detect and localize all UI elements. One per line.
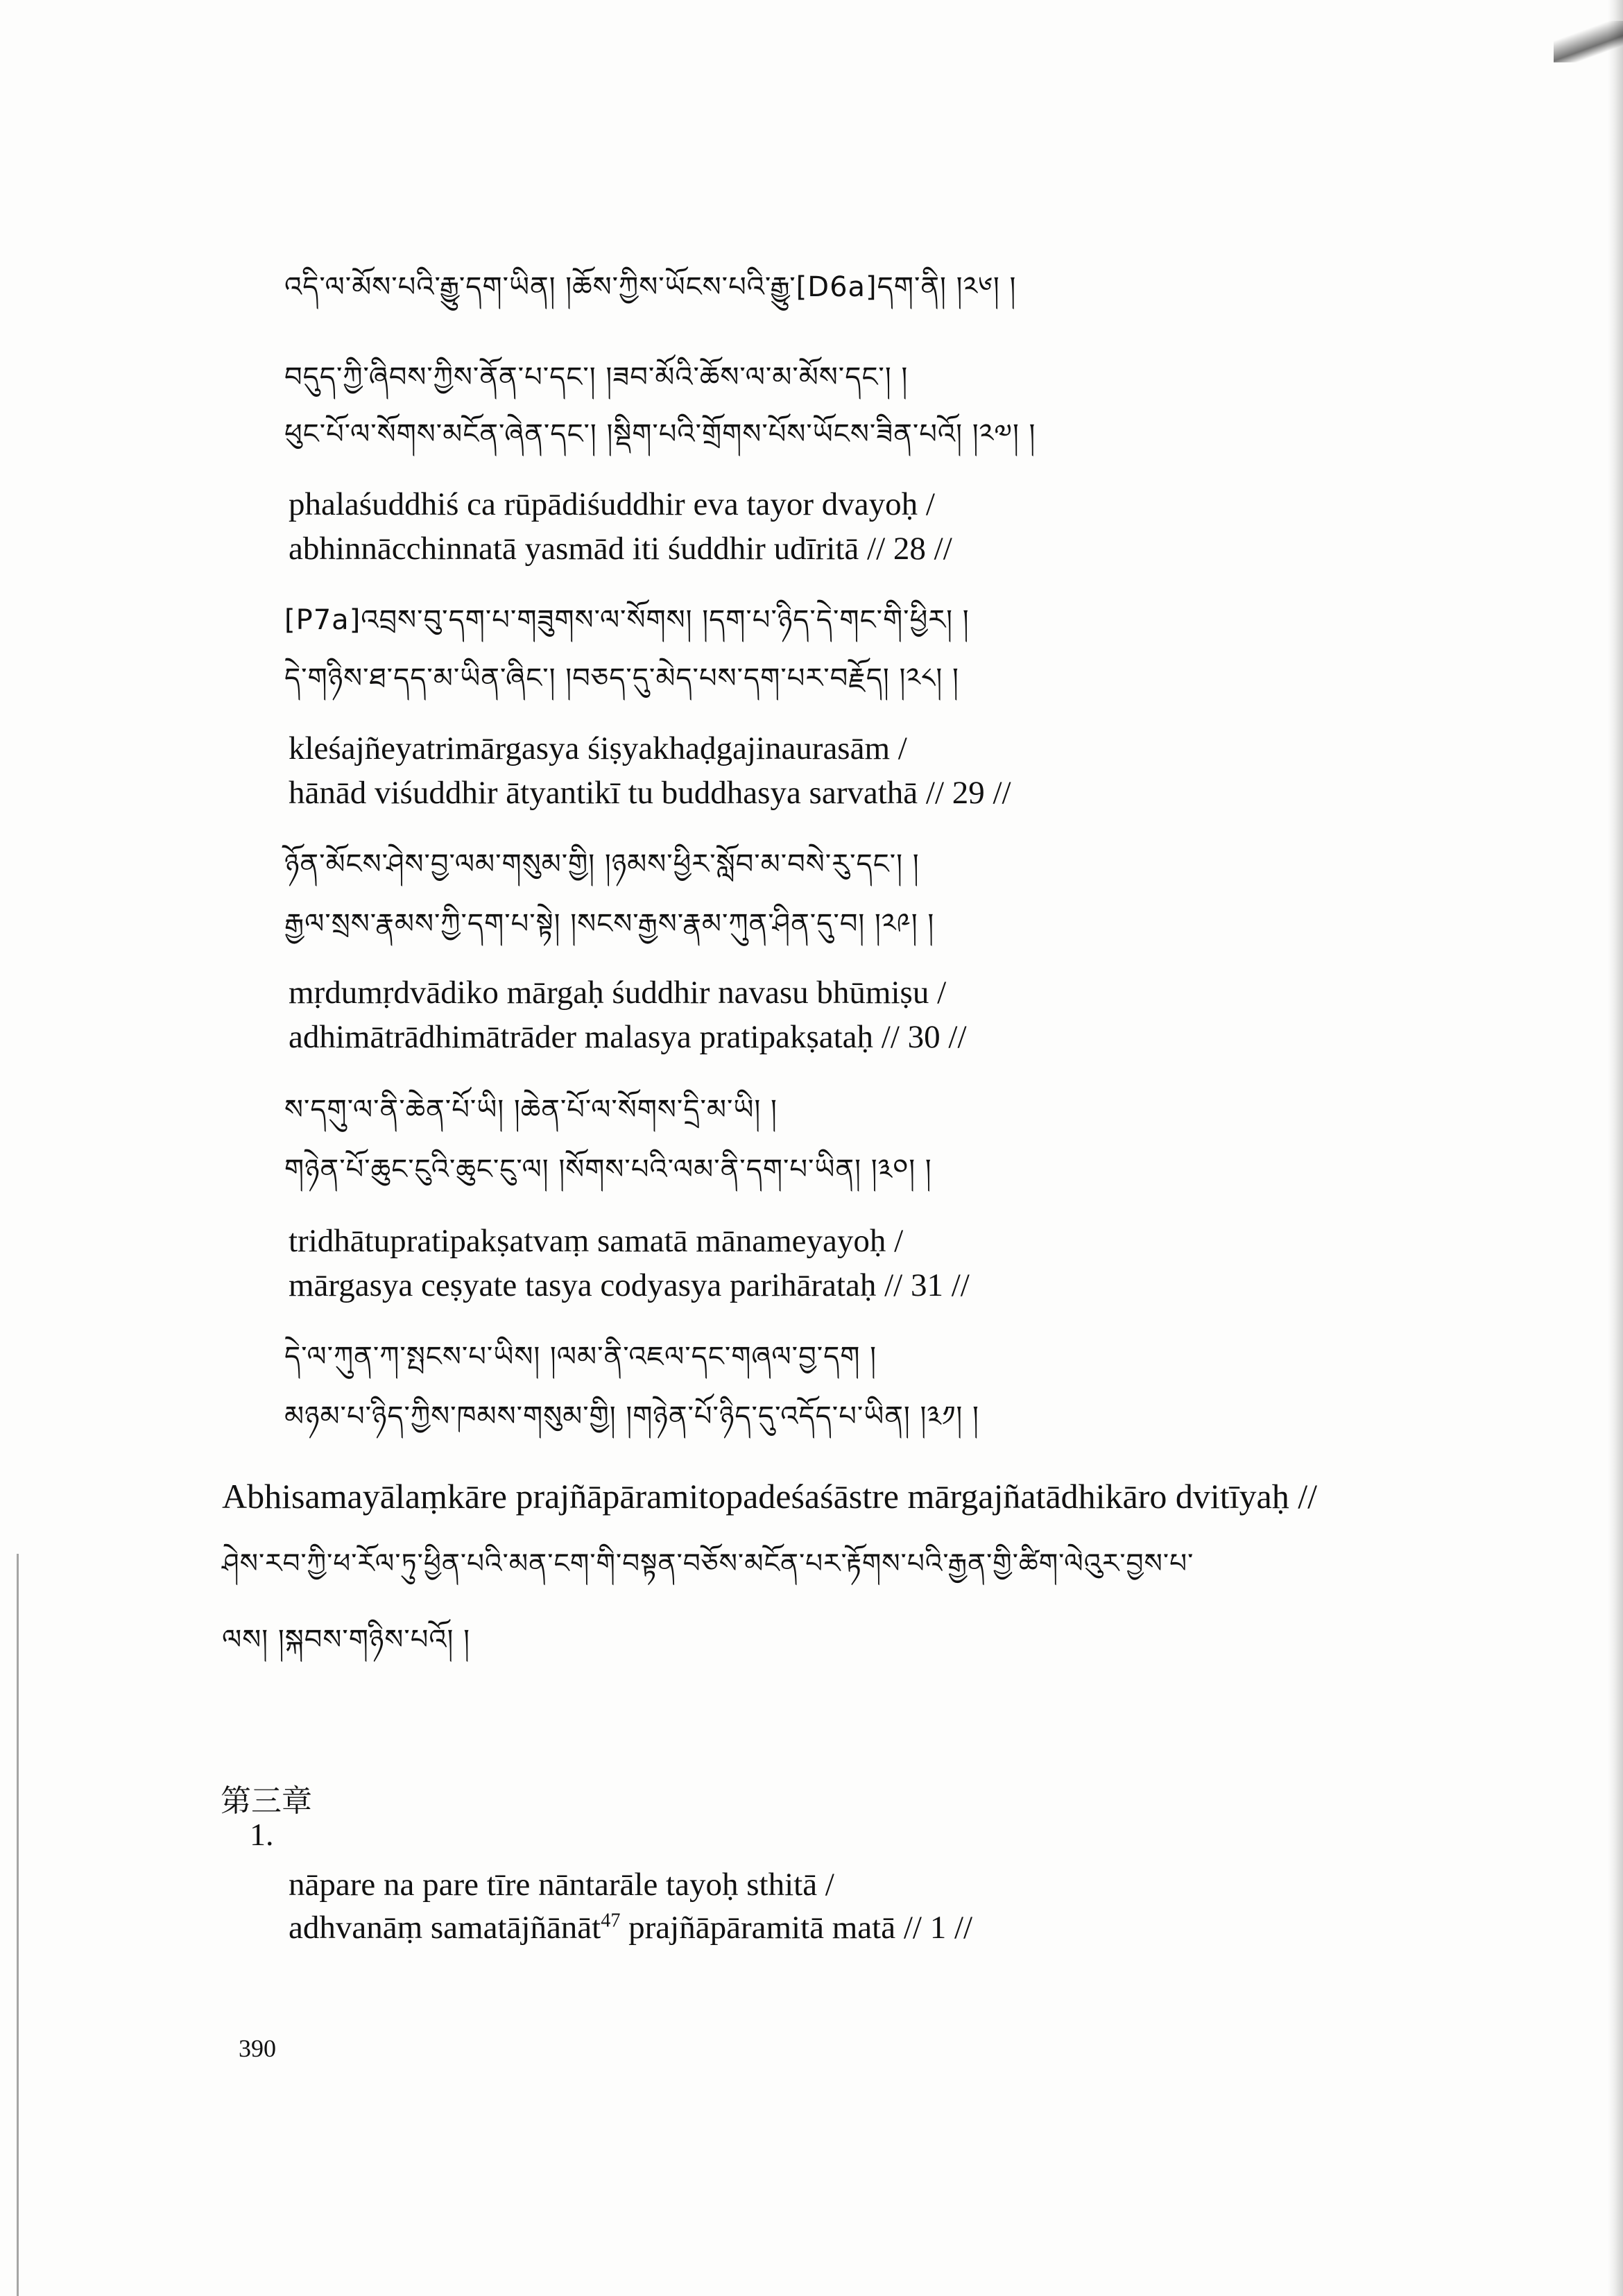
colophon-tibetan-line-2: ལས། །སྐབས་གཉིས་པའོ། ། — [222, 1624, 471, 1656]
page-left-edge-line — [17, 1554, 19, 2296]
verse-31-tibetan-line-2: མཉམ་པ་ཉིད་ཀྱིས་ཁམས་གསུམ་གྱི། །གཉེན་པོ་ཉིད་དུ་འདོད་པ་ཡིན། །༣༡། ། — [284, 1400, 979, 1432]
colophon-sanskrit: Abhisamayālaṃkāre prajñāpāramitopadeśaśāstre mārgajñatādhikāro dvitīyaḥ // — [222, 1477, 1318, 1516]
verse-1-sanskrit-line-1: nāpare na pare tīre nāntarāle tayoḥ sthitā / — [289, 1867, 834, 1903]
verse-30-sanskrit-line-2: adhimātrādhimātrāder malasya pratipakṣataḥ // 30 // — [289, 1019, 967, 1055]
chapter-heading: 第三章 — [221, 1783, 312, 1819]
verse-1-line-2-end: prajñāpāramitā matā // 1 // — [620, 1910, 973, 1946]
verse-number: 1. — [250, 1817, 274, 1852]
verse-31-sanskrit-line-1: tridhātupratipakṣatvaṃ samatā mānameyayoḥ / — [289, 1223, 904, 1259]
verse-31-tibetan-line-1: དེ་ལ་ཀུན་ཀ་སྤངས་པ་ཡིས། །ལམ་ནི་འཇལ་དང་གཞལ་བྱ་དག ། — [284, 1341, 877, 1373]
verse-27-tibetan-line-1: འདི་ལ་མོས་པའི་རྒྱུ་དག་ཡིན། །ཆོས་ཀྱིས་ཡོངས་པའི་རྒྱུ་[D6a]དག་ནི། །༢༦། ། — [284, 271, 1017, 303]
footnote-marker: 47 — [601, 1910, 621, 1932]
verse-30-sanskrit-line-1: mṛdumṛdvādiko mārgaḥ śuddhir navasu bhūmiṣu / — [289, 975, 947, 1011]
verse-1-sanskrit-line-2 — [289, 1909, 972, 1946]
verse-28-sanskrit-line-2: abhinnācchinnatā yasmād iti śuddhir udīritā // 28 // — [289, 531, 952, 567]
page-corner-fold — [1554, 21, 1623, 62]
verse-28-tibetan-line-1: [P7a]འབྲས་བུ་དག་པ་གཟུགས་ལ་སོགས། །དག་པ་ཉིད་དེ་གང་གི་ཕྱིར། ། — [284, 604, 970, 636]
verse-27-tibetan-line-3: ཕུང་པོ་ལ་སོགས་མངོན་ཞེན་དང་། །སྡིག་པའི་གྲོགས་པོས་ཡོངས་ཟིན་པའོ། །༢༧། ། — [284, 418, 1036, 450]
verse-30-tibetan-line-2: གཉེན་པོ་ཆུང་ངུའི་ཆུང་ངུ་ལ། །སོགས་པའི་ལམ་ནི་དག་པ་ཡིན། །༣༠། ། — [284, 1154, 932, 1185]
verse-31-sanskrit-line-2: mārgasya ceṣyate tasya codyasya parihārataḥ // 31 // — [289, 1267, 970, 1303]
verse-29-sanskrit-line-1: kleśajñeyatrimārgasya śiṣyakhaḍgajinaurasām / — [289, 730, 907, 766]
verse-29-sanskrit-line-2: hānād viśuddhir ātyantikī tu buddhasya sarvathā // 29 // — [289, 775, 1011, 811]
page-number: 390 — [239, 2034, 276, 2062]
verse-30-tibetan-line-1: ས་དགུ་ལ་ནི་ཆེན་པོ་ཡི། །ཆེན་པོ་ལ་སོགས་དྲི་མ་ཡི། ། — [284, 1094, 778, 1126]
verse-29-tibetan-line-2: རྒྱལ་སྲས་རྣམས་ཀྱི་དག་པ་སྟེ། །སངས་རྒྱས་རྣམ་ཀུན་ཤིན་དུ་བ། །༢༩། ། — [284, 908, 935, 940]
verse-1-line-2-start: adhvanāṃ samatājñānāt — [289, 1910, 601, 1946]
verse-28-tibetan-line-2: དེ་གཉིས་ཐ་དད་མ་ཡིན་ཞིང་། །བཅད་དུ་མེད་པས་དག་པར་བརྗོད། །༢༨། ། — [284, 662, 959, 694]
verse-28-sanskrit-line-1: phalaśuddhiś ca rūpādiśuddhir eva tayor dvayoḥ / — [289, 486, 935, 522]
colophon-tibetan-line-1: ཤེས་རབ་ཀྱི་ཕ་རོལ་ཏུ་ཕྱིན་པའི་མན་ངག་གི་བསྟན་བཅོས་མངོན་པར་རྟོགས་པའི་རྒྱན་གྱི་ཚིག་ལེའུར་བྱས་པ་ — [222, 1548, 1194, 1579]
verse-29-tibetan-line-1: ཉོན་མོངས་ཤེས་བྱ་ལམ་གསུམ་གྱི། །ཉམས་ཕྱིར་སློབ་མ་བསེ་རུ་དང་། ། — [284, 848, 920, 880]
page-edge-shadow — [1608, 0, 1623, 2296]
verse-27-tibetan-line-2: བདུད་ཀྱི་ཞིབས་ཀྱིས་ནོན་པ་དང་། །ཟབ་མོའི་ཆོས་ལ་མ་མོས་དང་། ། — [284, 361, 909, 393]
